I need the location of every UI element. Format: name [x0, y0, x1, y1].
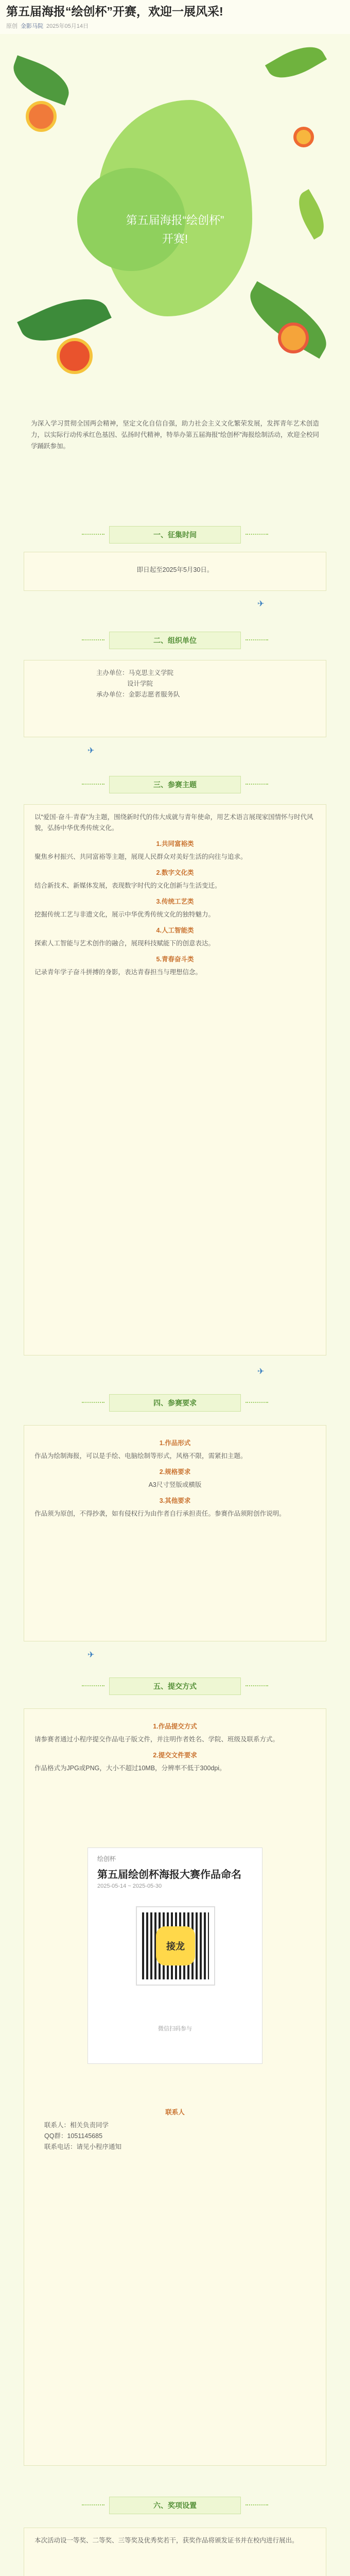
- flower-decoration: [278, 323, 309, 353]
- theme-sub-5: 5.青春奋斗类: [156, 956, 194, 963]
- section-heading-2: 二、组织单位: [109, 632, 241, 649]
- contact-line-3: 联系电话：请见小程序通知: [44, 2143, 122, 2150]
- section-card-awards: [24, 2528, 326, 2576]
- section-heading-4: 四、参赛要求: [109, 1394, 241, 1412]
- poster-hint: 微信扫码参与: [158, 2026, 192, 2032]
- organizer-host-2: 设计学院: [127, 680, 153, 687]
- mini-program-poster: [87, 1848, 262, 2064]
- meta-author-link[interactable]: 金影马院: [21, 23, 43, 29]
- organizer-host: 主办单位：马克思主义学院: [96, 669, 174, 676]
- req-text-1: 作品为绘制海报，可以是手绘、电脑绘制等形式，风格不限，需紧扣主题。: [34, 1452, 247, 1460]
- bird-icon: ✈: [87, 747, 95, 755]
- article-meta: [6, 22, 89, 30]
- flower-decoration: [26, 101, 57, 132]
- poster-title: 第五届绘创杯海报大赛作品命名: [97, 1869, 241, 1880]
- leaf-decoration: [265, 37, 327, 88]
- poster-header: 绘创杯: [97, 1855, 116, 1862]
- theme-text-2: 结合新技术、新媒体发展，表现数字时代的文化创新与生活变迁。: [34, 882, 221, 889]
- time-text: 即日起至2025年5月30日。: [136, 566, 214, 573]
- bird-icon: ✈: [257, 1367, 265, 1376]
- leaf-decoration: [291, 189, 332, 240]
- hero-banner: [0, 34, 350, 400]
- contact-block: [34, 2095, 316, 2213]
- section-heading-6: 六、奖项设置: [109, 2497, 241, 2514]
- theme-intro: 以“爱国·奋斗·青春”为主题，围绕新时代的伟大成就与青年使命，用艺术语言展现家国情怀与时代风貌，弘扬中华优秀传统文化。: [34, 814, 313, 832]
- req-text-2: A3尺寸竖版或横版: [148, 1481, 202, 1488]
- req-sub-2: 2.规格要求: [159, 1468, 191, 1476]
- section-card-theme: [24, 804, 326, 1355]
- qr-logo: 接龙: [156, 1926, 195, 1965]
- section-card-time: [24, 552, 326, 591]
- sub-text-2: 作品格式为JPG或PNG，大小不超过10MB，分辨率不低于300dpi。: [34, 1765, 226, 1772]
- sub-sub-2: 2.提交文件要求: [153, 1752, 197, 1759]
- contact-line-2: QQ群：1051145685: [44, 2132, 103, 2140]
- awards-text: 本次活动设一等奖、二等奖、三等奖及优秀奖若干，获奖作品将颁发证书并在校内进行展出。: [34, 2537, 299, 2544]
- flower-decoration: [293, 127, 314, 147]
- sub-sub-1: 1.作品提交方式: [153, 1723, 197, 1730]
- hero-title: [108, 204, 242, 256]
- section-heading-5: 五、提交方式: [109, 1677, 241, 1695]
- section-card-submission: [24, 1708, 326, 2466]
- article-title: 第五届海报“绘创杯”开赛，欢迎一展风采!: [6, 5, 223, 18]
- theme-sub-4: 4.人工智能类: [156, 927, 194, 934]
- hero-title-line-1: 第五届海报“绘创杯”: [126, 214, 224, 227]
- meta-date: 2025年05月14日: [46, 23, 89, 29]
- section-heading-3: 三、参赛主题: [109, 776, 241, 793]
- req-text-3: 作品须为原创，不得抄袭，如有侵权行为由作者自行承担责任。参赛作品须附创作说明。: [34, 1510, 286, 1517]
- theme-text-5: 记录青年学子奋斗拼搏的身影，表达青春担当与理想信念。: [34, 969, 202, 976]
- section-card-organizers: [24, 660, 326, 737]
- theme-text-3: 挖掘传统工艺与非遗文化，展示中华优秀传统文化的独特魅力。: [34, 911, 215, 918]
- req-sub-3: 3.其他要求: [159, 1497, 191, 1504]
- organizer-undertaker: 承办单位：金影志愿者服务队: [96, 691, 180, 698]
- section-card-requirements: [24, 1425, 326, 1641]
- theme-sub-1: 1.共同富裕类: [156, 840, 194, 848]
- section-heading-1: 一、征集时间: [109, 526, 241, 544]
- theme-text-4: 探索人工智能与艺术创作的融合，展现科技赋能下的创意表达。: [34, 940, 215, 947]
- intro-paragraph: 为深入学习贯彻全国两会精神，坚定文化自信自强，助力社会主义文化繁荣发展，发挥青年艺术创造力，以实际行动传承红色基因、弘扬时代精神，特举办第五届海报“绘创杯”海报绘制活动，欢迎全校同学踊跃参加。: [31, 420, 319, 450]
- contact-heading: 联系人: [165, 2109, 185, 2116]
- contact-line-1: 联系人：相关负责同学: [44, 2122, 109, 2129]
- theme-sub-3: 3.传统工艺类: [156, 898, 194, 905]
- leaf-decoration: [7, 55, 75, 105]
- hero-title-line-2: 开赛!: [162, 232, 188, 245]
- req-sub-1: 1.作品形式: [159, 1439, 191, 1447]
- bird-icon: ✈: [257, 600, 265, 608]
- poster-dates: 2025-05-14 ~ 2025-05-30: [97, 1883, 162, 1889]
- article-content: [0, 34, 350, 2576]
- theme-text-1: 聚焦乡村振兴、共同富裕等主题，展现人民群众对美好生活的向往与追求。: [34, 853, 247, 860]
- meta-original: 原创: [6, 23, 18, 29]
- flower-decoration: [57, 338, 93, 374]
- bird-icon: ✈: [87, 1651, 95, 1659]
- theme-sub-2: 2.数字文化类: [156, 869, 194, 876]
- sub-text-1: 请参赛者通过小程序提交作品电子版文件，并注明作者姓名、学院、班级及联系方式。: [34, 1736, 279, 1743]
